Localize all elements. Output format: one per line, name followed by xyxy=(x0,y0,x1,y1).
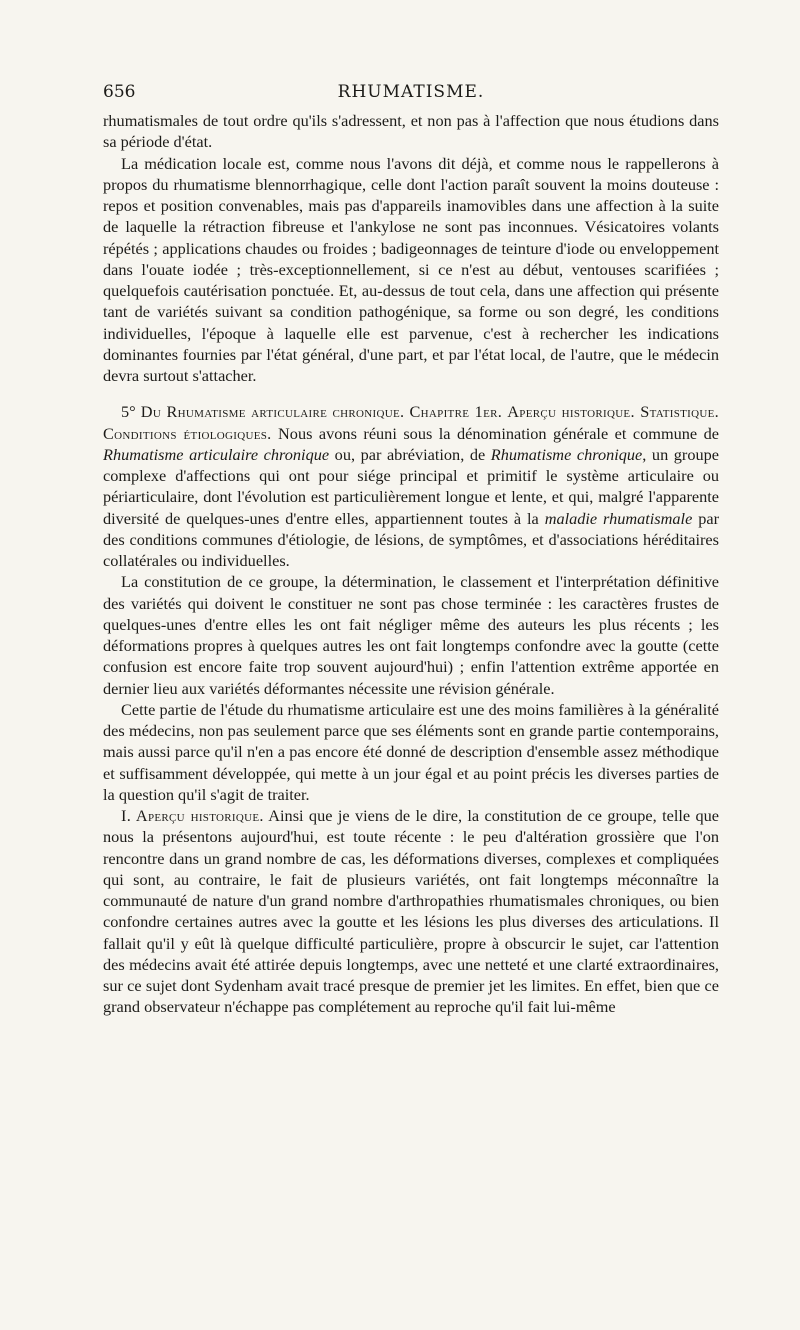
body-text xyxy=(103,110,719,1018)
italic-term: Rhumatisme chronique xyxy=(490,444,643,464)
paragraph-historical-overview xyxy=(103,805,719,1018)
paragraph-chronic-rheumatism-intro xyxy=(103,401,719,571)
italic-term: Rhumatisme articulaire chronique xyxy=(103,444,330,464)
book-page xyxy=(103,82,719,1018)
section-number: 5° xyxy=(121,402,136,422)
italic-term: maladie rhumatismale xyxy=(544,508,693,528)
paragraph-text: Ainsi que je viens de le dire, la constitution de ce groupe, telle que nous la présentons aujourd'hui, est toute récente : le peu d'altération grossière que l'on rencontre dans un grand nombre de cas, les déformations diverses, complexes et compliquées qui sont, au contraire, le fait de plusieurs variétés, ont fait longtemps méconnaître la communauté de nature d'un grand nombre d'arthropathies rhumatismales chroniques, ou bien confondre certaines autres avec la goutte et les lésions les plus diverses des articulations. Il fallait qu'il y eût là quelque difficulté particulière, propre à obscurcir le sujet, car l'attention des médecins avait été attirée depuis longtemps, avec une netteté et une clarté extraordinaires, sur ce sujet dont Sydenham avait tracé presque de premier jet les limites. En effet, bien que ce grand observateur n'échappe pas complétement au reproche qu'il fait lui-même xyxy=(103,806,720,1017)
paragraph-text: , un groupe complexe d'affections qui ont pour siége principal et primitif le système articulaire ou périarticulaire, dont l'évolution est particulièrement longue et lente, et qui, malgré l'apparente diversité de quelques-unes d'entre elles, appartiennent toutes à la xyxy=(103,444,719,528)
paragraph-local-medication: La médication locale est, comme nous l'avons dit déjà, et comme nous le rappellerons à propos du rhumatisme blennorrhagique, celle dont l'action paraît souvent la moins douteuse : repos et position convenables, mais pas d'appareils inamovibles dans une affection à la suite de laquelle la rétraction fibreuse et l'ankylose ne sont pas inconnues. Vésicatoires volants répétés ; applications chaudes ou froides ; badigeonnages de teinture d'iode ou enveloppement dans l'ouate iodée ; très-exceptionnellement, si ce n'est au début, ventouses scarifiées ; quelquefois cautérisation ponctuée. Et, au-dessus de tout cela, dans une affection qui présente tant de variétés suivant sa condition pathogénique, sa forme ou son degré, les conditions individuelles, l'époque à laquelle elle est parvenue, c'est à rechercher les indications dominantes fournies par l'état général, d'une part, et par l'état local, de l'autre, que le médecin devra surtout s'attacher. xyxy=(103,153,719,385)
paragraph-text: par des conditions communes d'étiologie, de lésions, de symptômes, et d'associations héréditaires collatérales ou individuelles. xyxy=(103,508,719,570)
paragraph-continuation: rhumatismales de tout ordre qu'ils s'adressent, et non pas à l'affection que nous étudions dans sa période d'état. xyxy=(103,111,719,152)
page-number: 656 xyxy=(103,82,136,102)
running-head xyxy=(103,82,719,110)
paragraph-study-part: Cette partie de l'étude du rhumatisme articulaire est une des moins familières à la généralité des médecins, non pas seulement parce que ses éléments sont en grande partie contemporains, mais aussi parce qu'il n'en a pas encore été donné de description d'ensemble assez méthodique et suffisamment développée, qui mette à un jour égal et au point précis les diverses parties de la question qu'il s'agit de traiter. xyxy=(103,699,719,804)
paragraph-text: Nous avons réuni sous la dénomination générale et commune de xyxy=(278,423,719,443)
chapter-title: Aperçu historique. Statistique. Conditions étiologiques. xyxy=(103,402,720,443)
paragraph-text: ou, par abréviation, de xyxy=(334,444,486,464)
chapter-label: Chapitre 1er. xyxy=(409,402,503,422)
running-title: RHUMATISME. xyxy=(337,82,485,102)
section-title: Du Rhumatisme articulaire chronique. xyxy=(140,402,405,422)
paragraph-constitution: La constitution de ce groupe, la détermination, le classement et l'interprétation définitive des variétés qui doivent le constituer ne sont pas chose terminée : les caractères frustes de quelques-unes d'entre elles les ont fait négliger même des auteurs les plus récents ; les déformations propres à quelques autres les ont fait longtemps confondre avec la goutte (cette confusion est encore faite trop souvent aujourd'hui) ; enfin l'attention extrême apportée en dernier lieu aux variétés déformantes nécessite une révision générale. xyxy=(103,572,719,698)
subsection-heading: I. Aperçu historique. xyxy=(121,806,264,825)
